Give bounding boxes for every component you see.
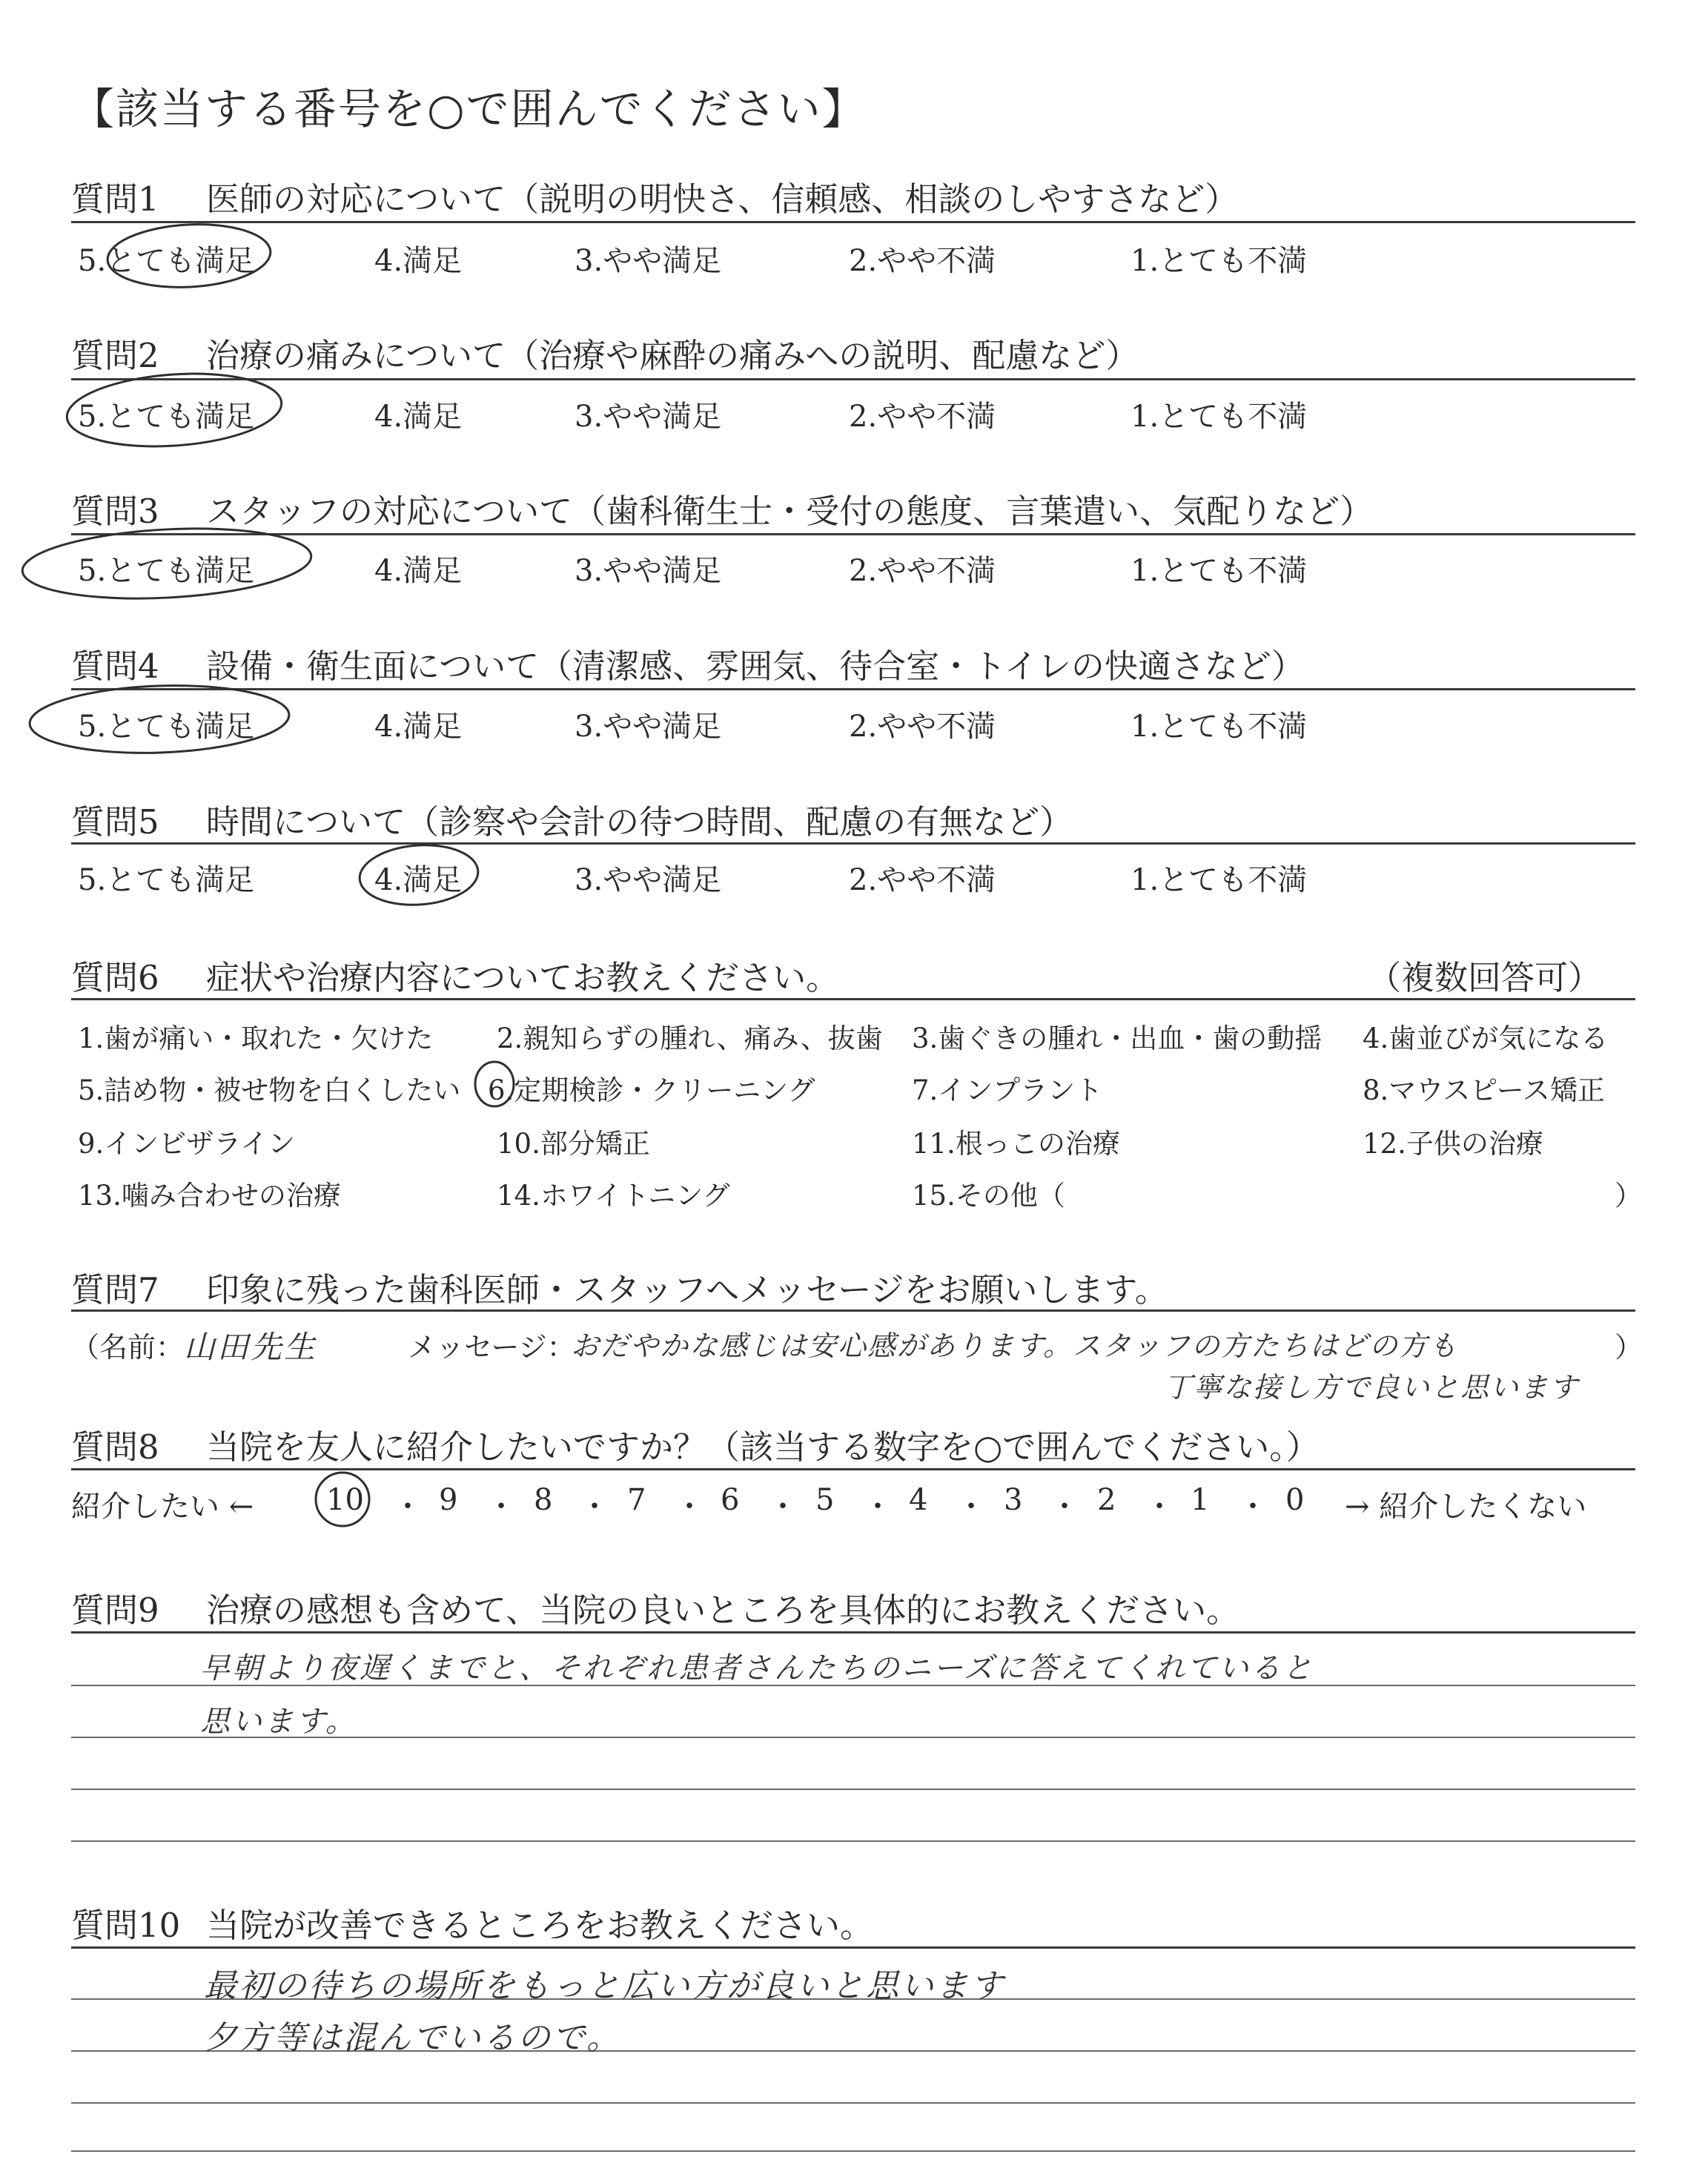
option-5[interactable]: 5.とても満足 xyxy=(78,710,255,744)
question-text: 治療の痛みについて（治療や麻酔の痛みへの説明、配慮など） xyxy=(206,336,1139,375)
treatment-option[interactable]: 8.マウスピース矯正 xyxy=(1363,1074,1605,1106)
option-3[interactable]: 3.やや満足 xyxy=(575,710,722,744)
question-label: 質問1 xyxy=(71,179,159,219)
treatment-option[interactable]: 1.歯が痛い・取れた・欠けた xyxy=(78,1023,434,1054)
treatment-option[interactable]: 10.部分矯正 xyxy=(497,1128,650,1160)
answer-text-line2[interactable]: 夕方等は混んでいるので。 xyxy=(204,2019,622,2057)
option-3[interactable]: 3.やや満足 xyxy=(575,244,722,278)
option-5[interactable]: 5.とても満足 xyxy=(78,244,255,278)
option-2[interactable]: 2.やや不満 xyxy=(849,863,996,897)
option-1[interactable]: 1.とても不満 xyxy=(1131,863,1308,897)
treatment-option[interactable]: 5.詰め物・被せ物を白くしたい xyxy=(78,1074,461,1106)
question-text: 症状や治療内容についてお教えください。 xyxy=(206,958,840,997)
option-4[interactable]: 4.満足 xyxy=(374,554,463,588)
circle-mark-q4 xyxy=(29,681,291,757)
question-label: 質問7 xyxy=(71,1270,159,1309)
option-4[interactable]: 4.満足 xyxy=(374,710,463,744)
option-2[interactable]: 2.やや不満 xyxy=(849,710,996,744)
scale-dot: ・ xyxy=(580,1490,609,1524)
option-3[interactable]: 3.やや満足 xyxy=(575,554,722,588)
scale-9[interactable]: 9 xyxy=(439,1483,458,1517)
scale-dot: ・ xyxy=(393,1490,423,1524)
treatment-option[interactable]: 9.インビザライン xyxy=(78,1128,296,1160)
name-label: （名前： xyxy=(71,1331,185,1364)
page-title: 【該当する番号を○で囲んでください】 xyxy=(71,84,867,134)
scale-dot: ・ xyxy=(768,1490,798,1524)
option-1[interactable]: 1.とても不満 xyxy=(1131,400,1308,434)
treatment-option[interactable]: 6.定期検診・クリーニング xyxy=(488,1074,815,1106)
scale-dot: ・ xyxy=(1050,1490,1079,1524)
treatment-option[interactable]: 12.子供の治療 xyxy=(1363,1128,1543,1160)
option-2[interactable]: 2.やや不満 xyxy=(849,400,996,434)
question-text: 当院を友人に紹介したいですか？（該当する数字を○で囲んでください。） xyxy=(206,1427,1320,1467)
treatment-option[interactable]: 13.噛み合わせの治療 xyxy=(78,1180,341,1212)
scale-7[interactable]: 7 xyxy=(627,1483,646,1517)
option-2[interactable]: 2.やや不満 xyxy=(849,244,996,278)
scale-5[interactable]: 5 xyxy=(815,1483,835,1517)
question-text: スタッフの対応について（歯科衛生士・受付の態度、言葉遣い、気配りなど） xyxy=(206,492,1374,531)
treatment-option[interactable]: 2.親知らずの腫れ、痛み、抜歯 xyxy=(497,1023,883,1054)
scale-left-label: 紹介したい ← xyxy=(71,1490,254,1524)
option-4[interactable]: 4.満足 xyxy=(374,400,463,434)
circle-mark-q2 xyxy=(64,367,284,453)
message-value-line1[interactable]: おだやかな感じは安心感があります。スタッフの方たちはどの方も xyxy=(571,1330,1458,1362)
scale-dot: ・ xyxy=(956,1490,986,1524)
option-2[interactable]: 2.やや不満 xyxy=(849,554,996,588)
scale-0[interactable]: 0 xyxy=(1285,1483,1305,1517)
circle-mark-q3 xyxy=(21,522,313,605)
question-text: 印象に残った歯科医師・スタッフへメッセージをお願いします。 xyxy=(206,1270,1168,1309)
question-label: 質問10 xyxy=(71,1906,181,1945)
question-label: 質問5 xyxy=(71,802,159,842)
option-1[interactable]: 1.とても不満 xyxy=(1131,244,1308,278)
circle-mark-q1 xyxy=(106,220,272,291)
question-label: 質問8 xyxy=(71,1427,159,1467)
treatment-option[interactable]: 7.インプラント xyxy=(912,1074,1103,1106)
scale-1[interactable]: 1 xyxy=(1191,1483,1210,1517)
scale-10[interactable]: 10 xyxy=(326,1483,364,1517)
question-text: 医師の対応について（説明の明快さ、信頼感、相談のしやすさなど） xyxy=(206,179,1239,219)
treatment-option[interactable]: 3.歯ぐきの腫れ・出血・歯の動揺 xyxy=(912,1023,1323,1054)
scale-2[interactable]: 2 xyxy=(1097,1483,1116,1517)
option-1[interactable]: 1.とても不満 xyxy=(1131,554,1308,588)
scale-4[interactable]: 4 xyxy=(909,1483,928,1517)
option-5[interactable]: 5.とても満足 xyxy=(78,400,255,434)
question-text: 時間について（診察や会計の待つ時間、配慮の有無など） xyxy=(206,802,1073,842)
message-label: メッセージ： xyxy=(408,1331,575,1364)
question-label: 質問6 xyxy=(71,958,159,997)
scale-right-label: → 紹介したくない xyxy=(1345,1490,1587,1524)
question-label: 質問9 xyxy=(71,1591,159,1630)
scale-dot: ・ xyxy=(486,1490,516,1524)
option-5[interactable]: 5.とても満足 xyxy=(78,863,255,897)
treatment-option[interactable]: 11.根っこの治療 xyxy=(912,1128,1120,1160)
question-text: 設備・衛生面について（清潔感、雰囲気、待合室・トイレの快適さなど） xyxy=(206,647,1305,686)
scale-dot: ・ xyxy=(675,1490,704,1524)
option-5[interactable]: 5.とても満足 xyxy=(78,554,255,588)
option-3[interactable]: 3.やや満足 xyxy=(575,863,722,897)
scale-dot: ・ xyxy=(1238,1490,1268,1524)
treatment-option[interactable]: 15.その他（ xyxy=(912,1180,1065,1212)
answer-text-line2[interactable]: 思います。 xyxy=(200,1705,357,1739)
treatment-option[interactable]: 14.ホワイトニング xyxy=(497,1180,730,1212)
question-text: 治療の感想も含めて、当院の良いところを具体的にお教えください。 xyxy=(206,1591,1240,1630)
question-label: 質問3 xyxy=(71,492,159,531)
question-label: 質問2 xyxy=(71,336,159,375)
option-3[interactable]: 3.やや満足 xyxy=(575,400,722,434)
option-4[interactable]: 4.満足 xyxy=(374,244,463,278)
scale-8[interactable]: 8 xyxy=(534,1483,553,1517)
option-1[interactable]: 1.とても不満 xyxy=(1131,710,1308,744)
circle-mark-q8 xyxy=(316,1473,369,1526)
scale-dot: ・ xyxy=(863,1490,893,1524)
message-value-line2[interactable]: 丁寧な接し方で良いと思います xyxy=(1164,1371,1580,1404)
option-4[interactable]: 4.満足 xyxy=(374,863,463,897)
multiple-answer-note: （複数回答可） xyxy=(1368,958,1602,997)
question-label: 質問4 xyxy=(71,647,159,686)
circle-mark-q5 xyxy=(357,842,480,909)
treatment-option[interactable]: 4.歯並びが気になる xyxy=(1363,1023,1609,1054)
scale-dot: ・ xyxy=(1145,1490,1174,1524)
close-paren: ） xyxy=(1615,1180,1642,1212)
close-paren: ） xyxy=(1615,1331,1644,1364)
circle-mark-q6 xyxy=(475,1062,514,1106)
scale-3[interactable]: 3 xyxy=(1004,1483,1023,1517)
staff-name-value[interactable]: 山田先生 xyxy=(184,1329,318,1365)
answer-text-line1[interactable]: 最初の待ちの場所をもっと広い方が良いと思います xyxy=(204,1967,1005,2005)
scale-6[interactable]: 6 xyxy=(721,1483,740,1517)
answer-text-line1[interactable]: 早朝より夜遅くまでと、それぞれ患者さんたちのニーズに答えてくれていると xyxy=(200,1651,1314,1685)
question-text: 当院が改善できるところをお教えください。 xyxy=(206,1906,874,1945)
